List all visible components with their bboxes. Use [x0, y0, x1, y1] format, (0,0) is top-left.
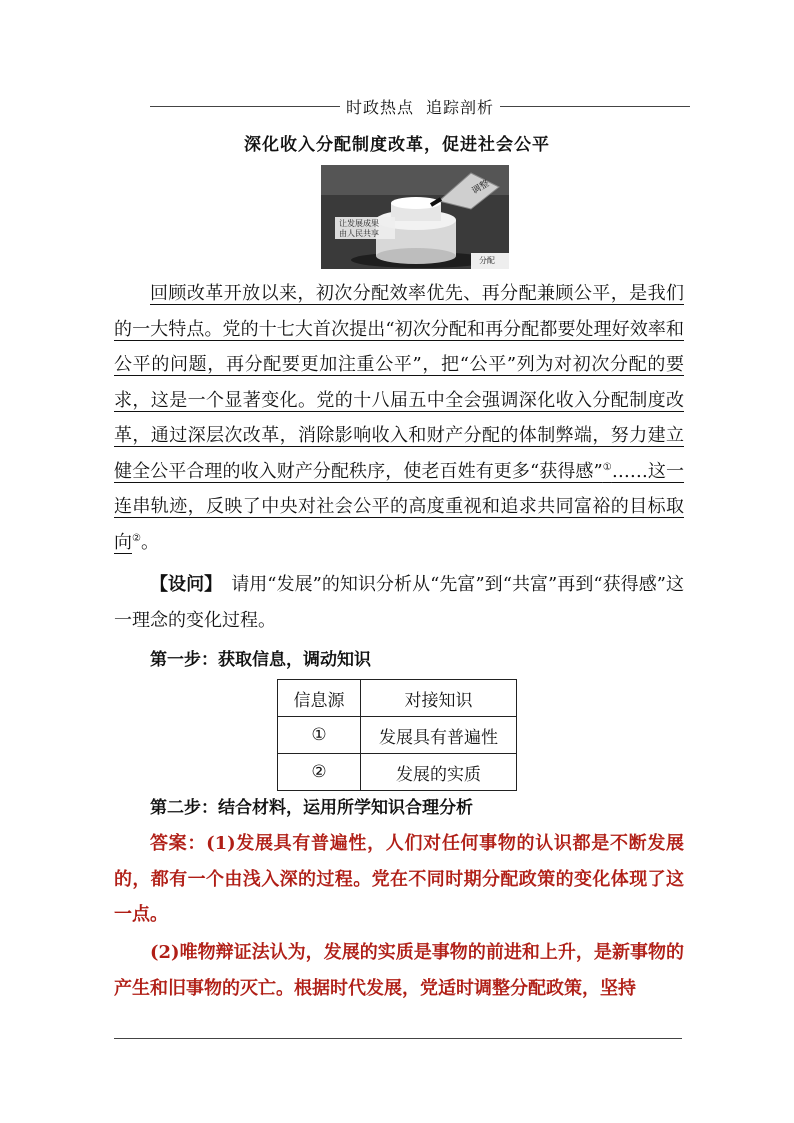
header-rule-left [150, 106, 340, 107]
corner-label: 分配 [479, 256, 495, 265]
banner-line-2: 由人民共享 [339, 229, 379, 238]
material-paragraph [114, 276, 684, 560]
table-header-cell: 信息源 [278, 680, 361, 717]
answer-part-1: (1)发展具有普遍性，人们对任何事物的认识都是不断发展的，都有一个由浅入深的过程。党在不同时期分配政策的变化体现了这一点。 [114, 833, 685, 925]
table-cell: 发展的实质 [361, 754, 517, 791]
question-tag: 【设问】 [150, 574, 214, 595]
cartoon-illustration [321, 165, 509, 269]
page-title: 深化收入分配制度改革，促进社会公平 [244, 135, 550, 155]
question-text: 请用“发展”的知识分析从“先富”到“共富”再到“获得感”这一理念的变化过程。 [114, 574, 684, 631]
table-header-row [278, 680, 517, 717]
header-section: 时政热点 [345, 97, 414, 117]
section-header [150, 95, 690, 117]
answer-label: 答案： [150, 833, 207, 854]
table-row [278, 754, 517, 791]
step-1-heading: 第一步：获取信息，调动知识 [150, 650, 371, 670]
material-part-2: ……这一连串轨迹，反映了中央对社会公平的高度重视和追求共同富裕的目标取向 [114, 460, 685, 553]
answer-paragraph-1 [114, 826, 684, 933]
question-paragraph [114, 567, 684, 638]
header-subsection: 追踪剖析 [426, 97, 495, 117]
header-rule-right [500, 106, 690, 107]
info-table [277, 679, 517, 791]
material-part-1: 回顾改革开放以来，初次分配效率优先、再分配兼顾公平，是我们的一大特点。党的十七大首次提出“初次分配和再分配都要处理好效率和公平的问题，再分配要更加注重公平”，把“公平”列为对初次分配的要求，这是一个显著变化。党的十八届五中全会强调深化收入分配制度改革，通过深层次改革，消除影响收入和财产分配的体制弊端，努力建立健全公平合理的收入财产分配秩序，使老百姓有更多“获得感” [114, 283, 684, 482]
footer-rule [114, 1038, 682, 1039]
tube-label: 调整 [470, 178, 492, 197]
table-row [278, 717, 517, 754]
mark-2: ② [132, 532, 141, 544]
table-cell: ② [278, 754, 361, 791]
table-cell: ① [278, 717, 361, 754]
material-end: 。 [140, 531, 159, 553]
mark-1: ① [602, 461, 612, 473]
table-cell: 发展具有普遍性 [361, 717, 517, 754]
table-header-cell: 对接知识 [361, 680, 517, 717]
answer-paragraph-2: (2)唯物辩证法认为，发展的实质是事物的前进和上升，是新事物的产生和旧事物的灭亡。根据时代发展，党适时调整分配政策，坚持 [114, 942, 684, 999]
step-2-heading: 第二步：结合材料，运用所学知识合理分析 [150, 798, 473, 818]
banner-line-1: 让发展成果 [339, 219, 379, 228]
